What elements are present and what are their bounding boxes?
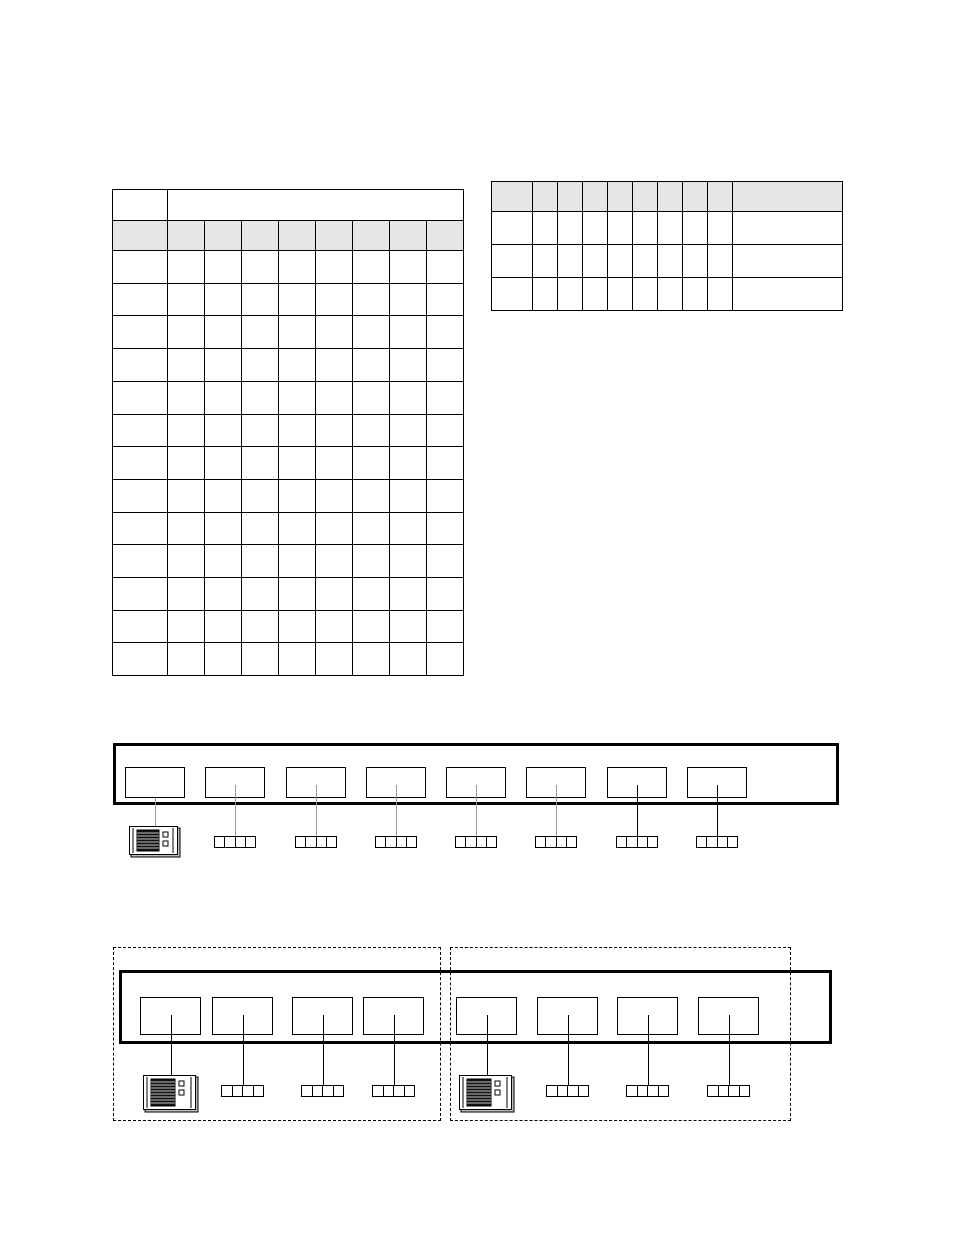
table-cell — [113, 545, 168, 578]
connector-line — [316, 785, 317, 836]
table-cell — [353, 512, 390, 545]
table-row — [113, 610, 464, 643]
table-cell — [279, 545, 316, 578]
table-cell — [113, 316, 168, 349]
table-cell — [316, 512, 353, 545]
table-cell — [353, 251, 390, 284]
table-cell — [390, 577, 427, 610]
table-cell — [390, 643, 427, 676]
table-cell — [608, 212, 633, 245]
header-cell — [113, 221, 168, 251]
table-cell — [316, 316, 353, 349]
table-cell — [168, 512, 205, 545]
table-cell — [390, 512, 427, 545]
register-table — [112, 189, 464, 676]
table-cell — [205, 251, 242, 284]
table-cell — [683, 245, 708, 278]
connector-line — [568, 1015, 569, 1085]
table-cell — [113, 381, 168, 414]
connector-line — [476, 785, 477, 836]
table-row — [492, 278, 843, 311]
table-cell — [168, 316, 205, 349]
table-cell — [427, 545, 464, 578]
table-cell — [242, 414, 279, 447]
table-cell — [279, 577, 316, 610]
table-cell — [205, 447, 242, 480]
table-cell — [168, 643, 205, 676]
table-cell — [533, 245, 558, 278]
table-cell — [390, 479, 427, 512]
table-cell — [242, 512, 279, 545]
table-row — [492, 212, 843, 245]
connector-line — [243, 1015, 244, 1085]
table-cell — [242, 381, 279, 414]
table-cell — [316, 577, 353, 610]
terminal-block-icon — [546, 1085, 589, 1097]
connector-line — [171, 1015, 172, 1077]
table-cell — [279, 414, 316, 447]
table-row — [113, 381, 464, 414]
table-cell — [390, 283, 427, 316]
table-cell — [242, 610, 279, 643]
rack-icon — [129, 826, 181, 858]
table-cell — [658, 245, 683, 278]
table-cell — [558, 278, 583, 311]
table-cell — [708, 278, 733, 311]
table-cell — [168, 610, 205, 643]
table-cell — [427, 479, 464, 512]
table-cell — [316, 283, 353, 316]
table-cell — [390, 414, 427, 447]
table-cell — [168, 283, 205, 316]
table-cell — [205, 512, 242, 545]
table-cell — [353, 316, 390, 349]
header-cell — [168, 221, 205, 251]
table-cell — [168, 479, 205, 512]
header-cell — [733, 182, 843, 212]
table-cell — [390, 610, 427, 643]
table-cell — [279, 479, 316, 512]
connector-line — [729, 1015, 730, 1085]
table-cell — [316, 610, 353, 643]
table-cell — [205, 349, 242, 382]
table-cell — [427, 316, 464, 349]
table-cell — [205, 577, 242, 610]
terminal-block-icon — [535, 836, 577, 848]
table-header-row-bits — [113, 221, 464, 251]
table-cell — [113, 447, 168, 480]
header-cell — [316, 221, 353, 251]
table-cell — [492, 278, 533, 311]
header-cell — [205, 221, 242, 251]
connector-line — [396, 785, 397, 836]
table-cell — [390, 316, 427, 349]
table-cell — [427, 643, 464, 676]
table-cell — [427, 414, 464, 447]
terminal-block-icon — [221, 1085, 264, 1097]
table-cell — [583, 278, 608, 311]
table-cell — [279, 381, 316, 414]
table-cell — [168, 251, 205, 284]
table-cell — [279, 447, 316, 480]
table-cell — [205, 381, 242, 414]
table-cell — [316, 545, 353, 578]
header-cell — [708, 182, 733, 212]
table-cell — [316, 643, 353, 676]
table-row — [113, 577, 464, 610]
table-row — [492, 245, 843, 278]
table-cell — [205, 316, 242, 349]
table-cell — [427, 381, 464, 414]
table-cell — [279, 643, 316, 676]
table-cell — [733, 212, 843, 245]
table-cell — [316, 479, 353, 512]
header-cell — [279, 221, 316, 251]
table-cell — [583, 212, 608, 245]
header-cell — [658, 182, 683, 212]
table-cell — [242, 479, 279, 512]
table-cell — [205, 545, 242, 578]
terminal-block-icon — [616, 836, 658, 848]
table-cell — [168, 381, 205, 414]
header-cell — [633, 182, 658, 212]
table-header-row-top — [113, 190, 464, 221]
table-cell — [533, 212, 558, 245]
table-cell — [608, 245, 633, 278]
table-row — [113, 414, 464, 447]
terminal-block-icon — [375, 836, 417, 848]
table-cell — [205, 283, 242, 316]
table-cell — [427, 610, 464, 643]
table-cell — [113, 643, 168, 676]
header-cell — [242, 221, 279, 251]
table-cell — [113, 610, 168, 643]
table-cell — [390, 251, 427, 284]
header-cell — [558, 182, 583, 212]
table-row — [113, 316, 464, 349]
table-cell — [353, 610, 390, 643]
connector-line — [717, 785, 718, 836]
terminal-block-icon — [455, 836, 497, 848]
header-cell — [533, 182, 558, 212]
table-cell — [492, 245, 533, 278]
table-row — [113, 349, 464, 382]
terminal-block-icon — [707, 1085, 750, 1097]
table-cell — [353, 381, 390, 414]
table-row — [113, 545, 464, 578]
table-cell — [733, 245, 843, 278]
table-cell — [353, 479, 390, 512]
table-cell — [113, 251, 168, 284]
connector-line — [556, 785, 557, 836]
table-cell — [279, 283, 316, 316]
table-cell — [608, 278, 633, 311]
connector-line — [235, 785, 236, 836]
header-cell — [608, 182, 633, 212]
table-cell — [113, 577, 168, 610]
connector-line — [487, 1015, 488, 1077]
table-cell — [242, 283, 279, 316]
table-header-row — [492, 182, 843, 212]
table-cell — [427, 577, 464, 610]
terminal-block-icon — [626, 1085, 669, 1097]
table-cell — [168, 349, 205, 382]
table-cell — [390, 381, 427, 414]
table-cell — [168, 577, 205, 610]
table-cell — [633, 212, 658, 245]
table-cell — [168, 414, 205, 447]
table-cell — [353, 577, 390, 610]
table-cell — [279, 610, 316, 643]
terminal-block-icon — [214, 836, 256, 848]
table-cell — [353, 545, 390, 578]
table-row — [113, 512, 464, 545]
table-cell — [242, 349, 279, 382]
table-cell — [427, 283, 464, 316]
table-cell — [279, 349, 316, 382]
table-cell — [316, 381, 353, 414]
table-cell — [708, 212, 733, 245]
terminal-block-icon — [301, 1085, 344, 1097]
connector-line — [637, 785, 638, 836]
bit-table — [491, 181, 843, 311]
table-cell — [427, 512, 464, 545]
table-body — [113, 251, 464, 676]
table-cell — [113, 283, 168, 316]
table-cell — [242, 316, 279, 349]
table-cell — [242, 545, 279, 578]
table-cell — [205, 610, 242, 643]
connector-line — [648, 1015, 649, 1085]
table-body — [492, 212, 843, 311]
table-cell — [113, 479, 168, 512]
table-cell — [427, 251, 464, 284]
terminal-block-icon — [372, 1085, 415, 1097]
header-cell — [492, 182, 533, 212]
table-cell — [205, 643, 242, 676]
table-cell — [168, 447, 205, 480]
table-cell — [390, 349, 427, 382]
rack-icon — [143, 1075, 199, 1113]
table-cell — [427, 349, 464, 382]
table-cell — [242, 643, 279, 676]
table-cell — [353, 349, 390, 382]
table-cell — [279, 316, 316, 349]
header-cell-corner — [113, 190, 168, 221]
table-cell — [390, 447, 427, 480]
connector-line — [155, 798, 156, 826]
table-cell — [708, 245, 733, 278]
table-cell — [113, 414, 168, 447]
table-cell — [353, 283, 390, 316]
table-cell — [205, 479, 242, 512]
header-cell — [427, 221, 464, 251]
table-cell — [316, 414, 353, 447]
table-cell — [113, 512, 168, 545]
table-cell — [353, 447, 390, 480]
table-cell — [316, 349, 353, 382]
terminal-block-icon — [295, 836, 337, 848]
table-cell — [390, 545, 427, 578]
table-row — [113, 251, 464, 284]
table-cell — [353, 643, 390, 676]
table-cell — [683, 278, 708, 311]
header-cell — [353, 221, 390, 251]
table-cell — [558, 245, 583, 278]
table-cell — [316, 251, 353, 284]
table-cell — [205, 414, 242, 447]
header-cell — [583, 182, 608, 212]
connector-line — [394, 1015, 395, 1085]
table-cell — [658, 212, 683, 245]
table-cell — [353, 414, 390, 447]
table-cell — [242, 447, 279, 480]
table-cell — [427, 447, 464, 480]
table-cell — [558, 212, 583, 245]
table-cell — [733, 278, 843, 311]
table-cell — [242, 251, 279, 284]
header-cell-span — [168, 190, 464, 221]
header-cell — [390, 221, 427, 251]
table-cell — [279, 512, 316, 545]
table-row — [113, 283, 464, 316]
table-row — [113, 479, 464, 512]
table-cell — [683, 212, 708, 245]
rack-icon — [459, 1075, 515, 1113]
table-cell — [492, 212, 533, 245]
table-cell — [533, 278, 558, 311]
terminal-block-icon — [696, 836, 738, 848]
table-cell — [113, 349, 168, 382]
table-cell — [633, 278, 658, 311]
table-cell — [242, 577, 279, 610]
header-cell — [683, 182, 708, 212]
table-cell — [633, 245, 658, 278]
table-cell — [316, 447, 353, 480]
table-cell — [583, 245, 608, 278]
table-cell — [168, 545, 205, 578]
table-row — [113, 447, 464, 480]
table-cell — [279, 251, 316, 284]
table-row — [113, 643, 464, 676]
connector-line — [323, 1015, 324, 1085]
io-module — [125, 767, 185, 798]
table-cell — [658, 278, 683, 311]
